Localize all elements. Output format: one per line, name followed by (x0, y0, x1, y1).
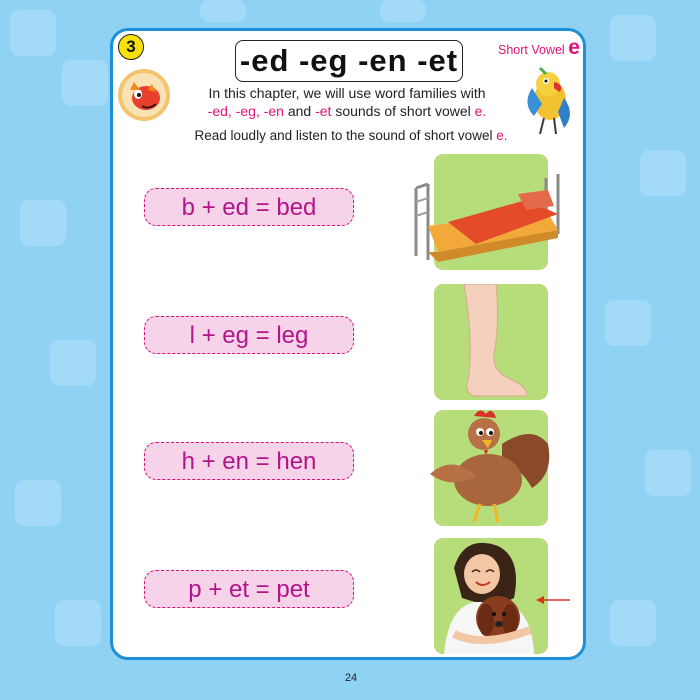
chapter-number-badge: 3 (118, 34, 144, 60)
bg-tile (605, 300, 651, 346)
intro-line-1: In this chapter, we will use word families with (208, 85, 486, 101)
bg-tile (645, 450, 691, 496)
chapter-intro-text (172, 84, 522, 120)
word-family-ed: -ed, (207, 103, 232, 119)
equation-leg: l + eg = leg (144, 316, 354, 354)
bg-tile (62, 60, 108, 106)
bg-tile (640, 150, 686, 196)
pointer-arrow-icon (536, 594, 570, 606)
bg-tile (610, 600, 656, 646)
bg-tile (50, 340, 96, 386)
word-family-en: -en (263, 103, 284, 119)
equation-pet: p + et = pet (144, 570, 354, 608)
bg-tile (15, 480, 61, 526)
bg-tile (610, 15, 656, 61)
hen-icon (422, 404, 556, 528)
page-number: 24 (344, 672, 358, 684)
bg-tile (200, 0, 246, 22)
word-family-et: -et (315, 103, 332, 119)
intro-tail: sounds of short vowel (335, 103, 471, 119)
girl-with-puppy-icon (434, 538, 548, 654)
short-vowel-tag-text: Short Vowel (498, 43, 569, 57)
dragon-mascot-icon (116, 68, 172, 122)
bed-icon (408, 168, 570, 264)
bg-tile (55, 600, 101, 646)
bg-tile (380, 0, 426, 22)
short-vowel-tag-letter: e (568, 36, 580, 59)
intro-and: and (287, 103, 312, 119)
leg-icon (434, 284, 548, 400)
equation-hen: h + en = hen (144, 442, 354, 480)
instruction-text (166, 128, 536, 143)
bg-tile (10, 10, 56, 56)
short-vowel-tag (498, 36, 580, 60)
instruction-main: Read loudly and listen to the sound of short vowel (194, 128, 493, 143)
instruction-vowel: e. (496, 128, 508, 143)
equation-bed: b + ed = bed (144, 188, 354, 226)
word-family-eg: -eg, (235, 103, 260, 119)
page-title: -ed -eg -en -et (235, 40, 463, 82)
bg-tile (20, 200, 66, 246)
intro-vowel: e. (474, 103, 487, 119)
